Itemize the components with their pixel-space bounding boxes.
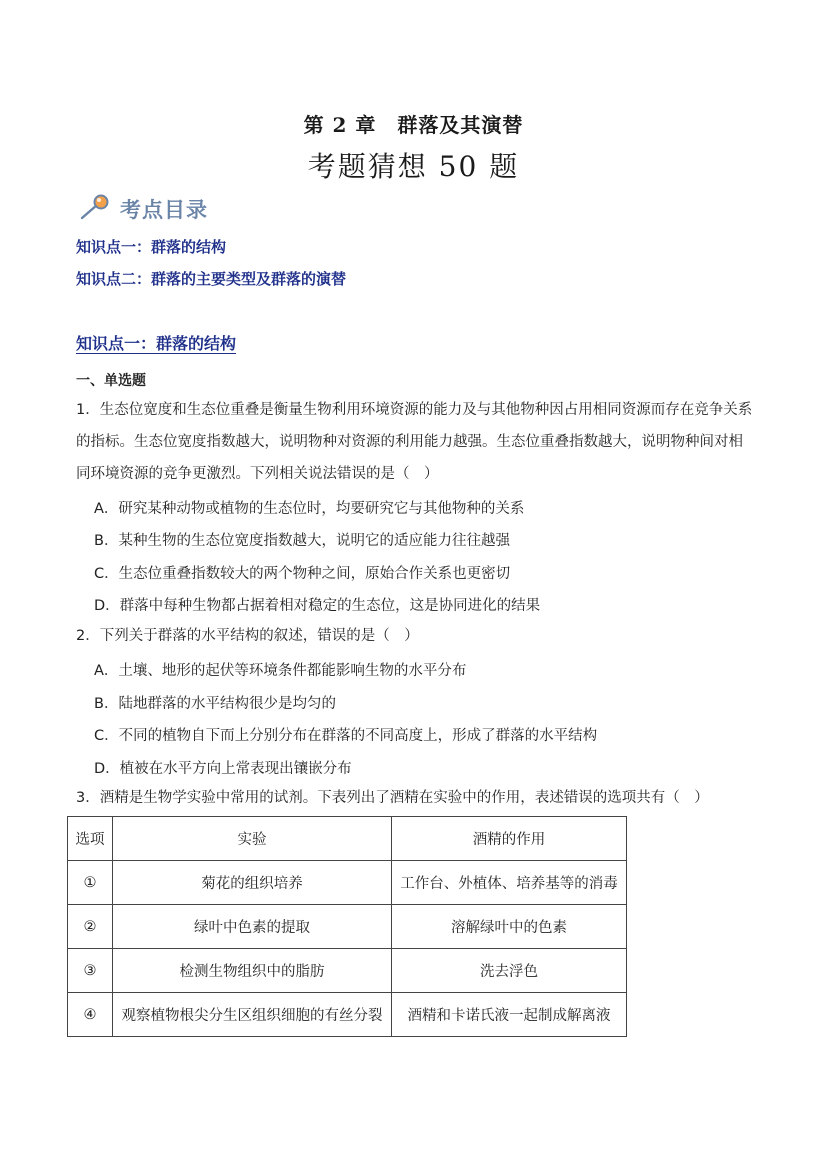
- magnifier-icon: [78, 192, 112, 226]
- table-cell: 溶解绿叶中的色素: [392, 905, 627, 949]
- section-title-link[interactable]: 知识点一：群落的结构: [76, 334, 237, 353]
- toc-header: [78, 194, 208, 224]
- page-title: 考题猜想 50 题: [307, 150, 520, 183]
- table-header-cell: 实验: [113, 817, 392, 861]
- table-row: [68, 861, 627, 905]
- table-row: [68, 905, 627, 949]
- chapter-title: 第 2 章 群落及其演替: [303, 113, 524, 137]
- table-row: [68, 993, 627, 1037]
- table-cell: 菊花的组织培养: [113, 861, 392, 905]
- question-1-option-d[interactable]: D．群落中每种生物都占据着相对稳定的生态位，这是协同进化的结果: [94, 598, 541, 614]
- table-header-cell: 选项: [68, 817, 113, 861]
- question-1-line-1: 1．生态位宽度和生态位重叠是衡量生物利用环境资源的能力及与其他物种因占用相同资源而存在竞争关系: [76, 402, 753, 418]
- question-1-option-b[interactable]: B．某种生物的生态位宽度指数越大，说明它的适应能力往往越强: [94, 533, 510, 549]
- table-cell: 观察植物根尖分生区组织细胞的有丝分裂: [113, 993, 392, 1037]
- question-2-line-1: 2．下列关于群落的水平结构的叙述，错误的是（ ）: [76, 628, 419, 644]
- table-row: [68, 949, 627, 993]
- question-1-option-a[interactable]: A．研究某种动物或植物的生态位时，均要研究它与其他物种的关系: [94, 501, 525, 517]
- table-cell: 绿叶中色素的提取: [113, 905, 392, 949]
- question-3-line-1: 3．酒精是生物学实验中常用的试剂。下表列出了酒精在实验中的作用，表述错误的选项共有（ ）: [76, 790, 709, 806]
- table-cell: ①: [68, 861, 113, 905]
- table-cell: ②: [68, 905, 113, 949]
- question-2-option-c[interactable]: C．不同的植物自下而上分别分布在群落的不同高度上，形成了群落的水平结构: [94, 728, 598, 744]
- question-1-line-2: 的指标。生态位宽度指数越大，说明物种对资源的利用能力越强。生态位重叠指数越大，说明物种间对相: [76, 434, 743, 450]
- table-cell: ④: [68, 993, 113, 1037]
- question-2-option-d[interactable]: D．植被在水平方向上常表现出镶嵌分布: [94, 761, 352, 777]
- table-cell: 检测生物组织中的脂肪: [113, 949, 392, 993]
- table-cell: 工作台、外植体、培养基等的消毒: [392, 861, 627, 905]
- table-header-cell: 酒精的作用: [392, 817, 627, 861]
- section-subheading: 一、单选题: [76, 373, 146, 389]
- toc-item-knowledge-2[interactable]: 知识点二：群落的主要类型及群落的演替: [76, 270, 347, 288]
- table-cell: 酒精和卡诺氏液一起制成解离液: [392, 993, 627, 1037]
- question-1-option-c[interactable]: C．生态位重叠指数较大的两个物种之间，原始合作关系也更密切: [94, 566, 511, 582]
- table-header-row: [68, 817, 627, 861]
- question-1-line-3: 同环境资源的竞争更激烈。下列相关说法错误的是（ ）: [76, 466, 439, 482]
- question-2-option-b[interactable]: B．陆地群落的水平结构很少是均匀的: [94, 696, 336, 712]
- alcohol-usage-table: [67, 816, 627, 1037]
- table-cell: ③: [68, 949, 113, 993]
- question-2-option-a[interactable]: A．土壤、地形的起伏等环境条件都能影响生物的水平分布: [94, 663, 467, 679]
- toc-label: 考点目录: [120, 198, 208, 222]
- table-cell: 洗去浮色: [392, 949, 627, 993]
- toc-item-knowledge-1[interactable]: 知识点一：群落的结构: [76, 238, 227, 256]
